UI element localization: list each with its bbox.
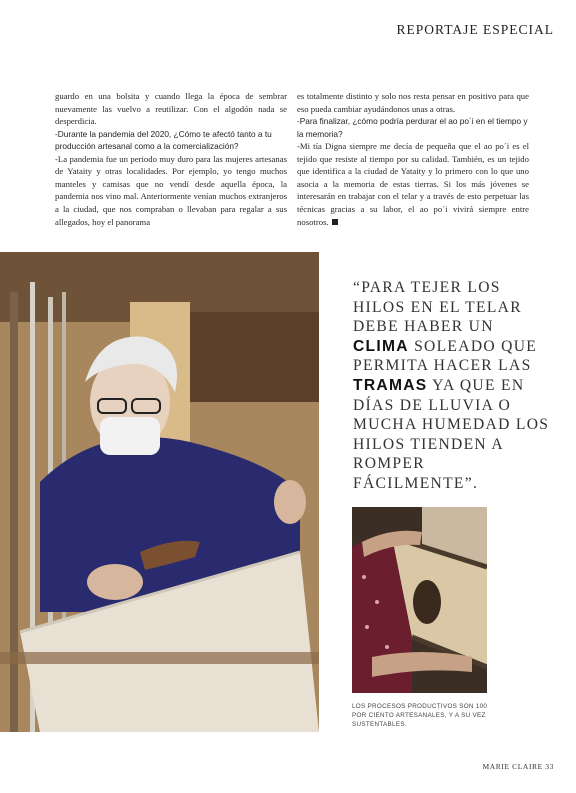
interview-question: -Durante la pandemia del 2020, ¿Cómo te afectó tanto a tu producción artesanal como a la comercialización?: [55, 128, 272, 152]
paragraph: guardo en una bolsita y cuando llega la época de sembrar nuevamente las vuelvo a reutilizar. Con el algodón nada se desperdicia.: [55, 91, 287, 127]
photo-hands-on-loom: [352, 507, 487, 693]
interview-answer: -La pandemia fue un periodo muy duro para las mujeres artesanas de Yataity y otras localidades. Por ejemplo, yo tengo muchos manteles y camisas que no vendí desde aquella época, la pandemia nos vino mal. Anteriormente venían muchos extranjeros a la ciudad, que nos compraban o llevaban para regalar a sus allegados, hoy el panorama: [55, 153, 287, 227]
interview-question: -Para finalizar, ¿cómo podría perdurar el ao po´i en el tiempo y la memoria?: [297, 116, 528, 139]
article-column-left: [55, 90, 287, 228]
page-folio: MARIE CLAIRE 33: [482, 762, 554, 771]
paragraph: es totalmente distinto y solo nos resta pensar en positivo para que eso pueda cambiar ayudándonos unas a otras.: [297, 91, 529, 114]
interview-answer: -Mi tía Digna siempre me decía de pequeña que el ao po´i es el tejido que resiste al tiempo por su calidad. También, es un tejido que identifica a la ciudad de Yataity y lo primero con lo que uno asocia a la memoria de estas tierras. Si los más jóvenes se interesarán en trabajar con el telar y a través de esto perpetuar las técnicas gracias a su labor, el ao po´i vivirá siempre entre nosotros.: [297, 141, 529, 227]
article-column-right: [297, 90, 529, 228]
section-label: REPORTAJE ESPECIAL: [396, 22, 554, 37]
pull-quote-emphasis: TRAMAS: [353, 376, 428, 394]
end-of-article-mark: [332, 219, 338, 225]
photo-weaver-at-loom: [0, 252, 319, 732]
photo-caption: LOS PROCESOS PRODUCTIVOS SON 100 POR CIENTO ARTESANALES, Y A SU VEZ SUSTENTABLES.: [352, 703, 488, 728]
pull-quote-emphasis: CLIMA: [353, 337, 409, 355]
pull-quote: “PARA TEJER LOS HILOS EN EL TELAR DEBE HABER UN CLIMA SOLEADO QUE PERMITA HACER LAS TRAMAS YA QUE EN DÍAS DE LLUVIA O MUCHA HUMEDAD LOS HILOS TIENDEN A ROMPER FÁCILMENTE”.: [353, 279, 550, 492]
